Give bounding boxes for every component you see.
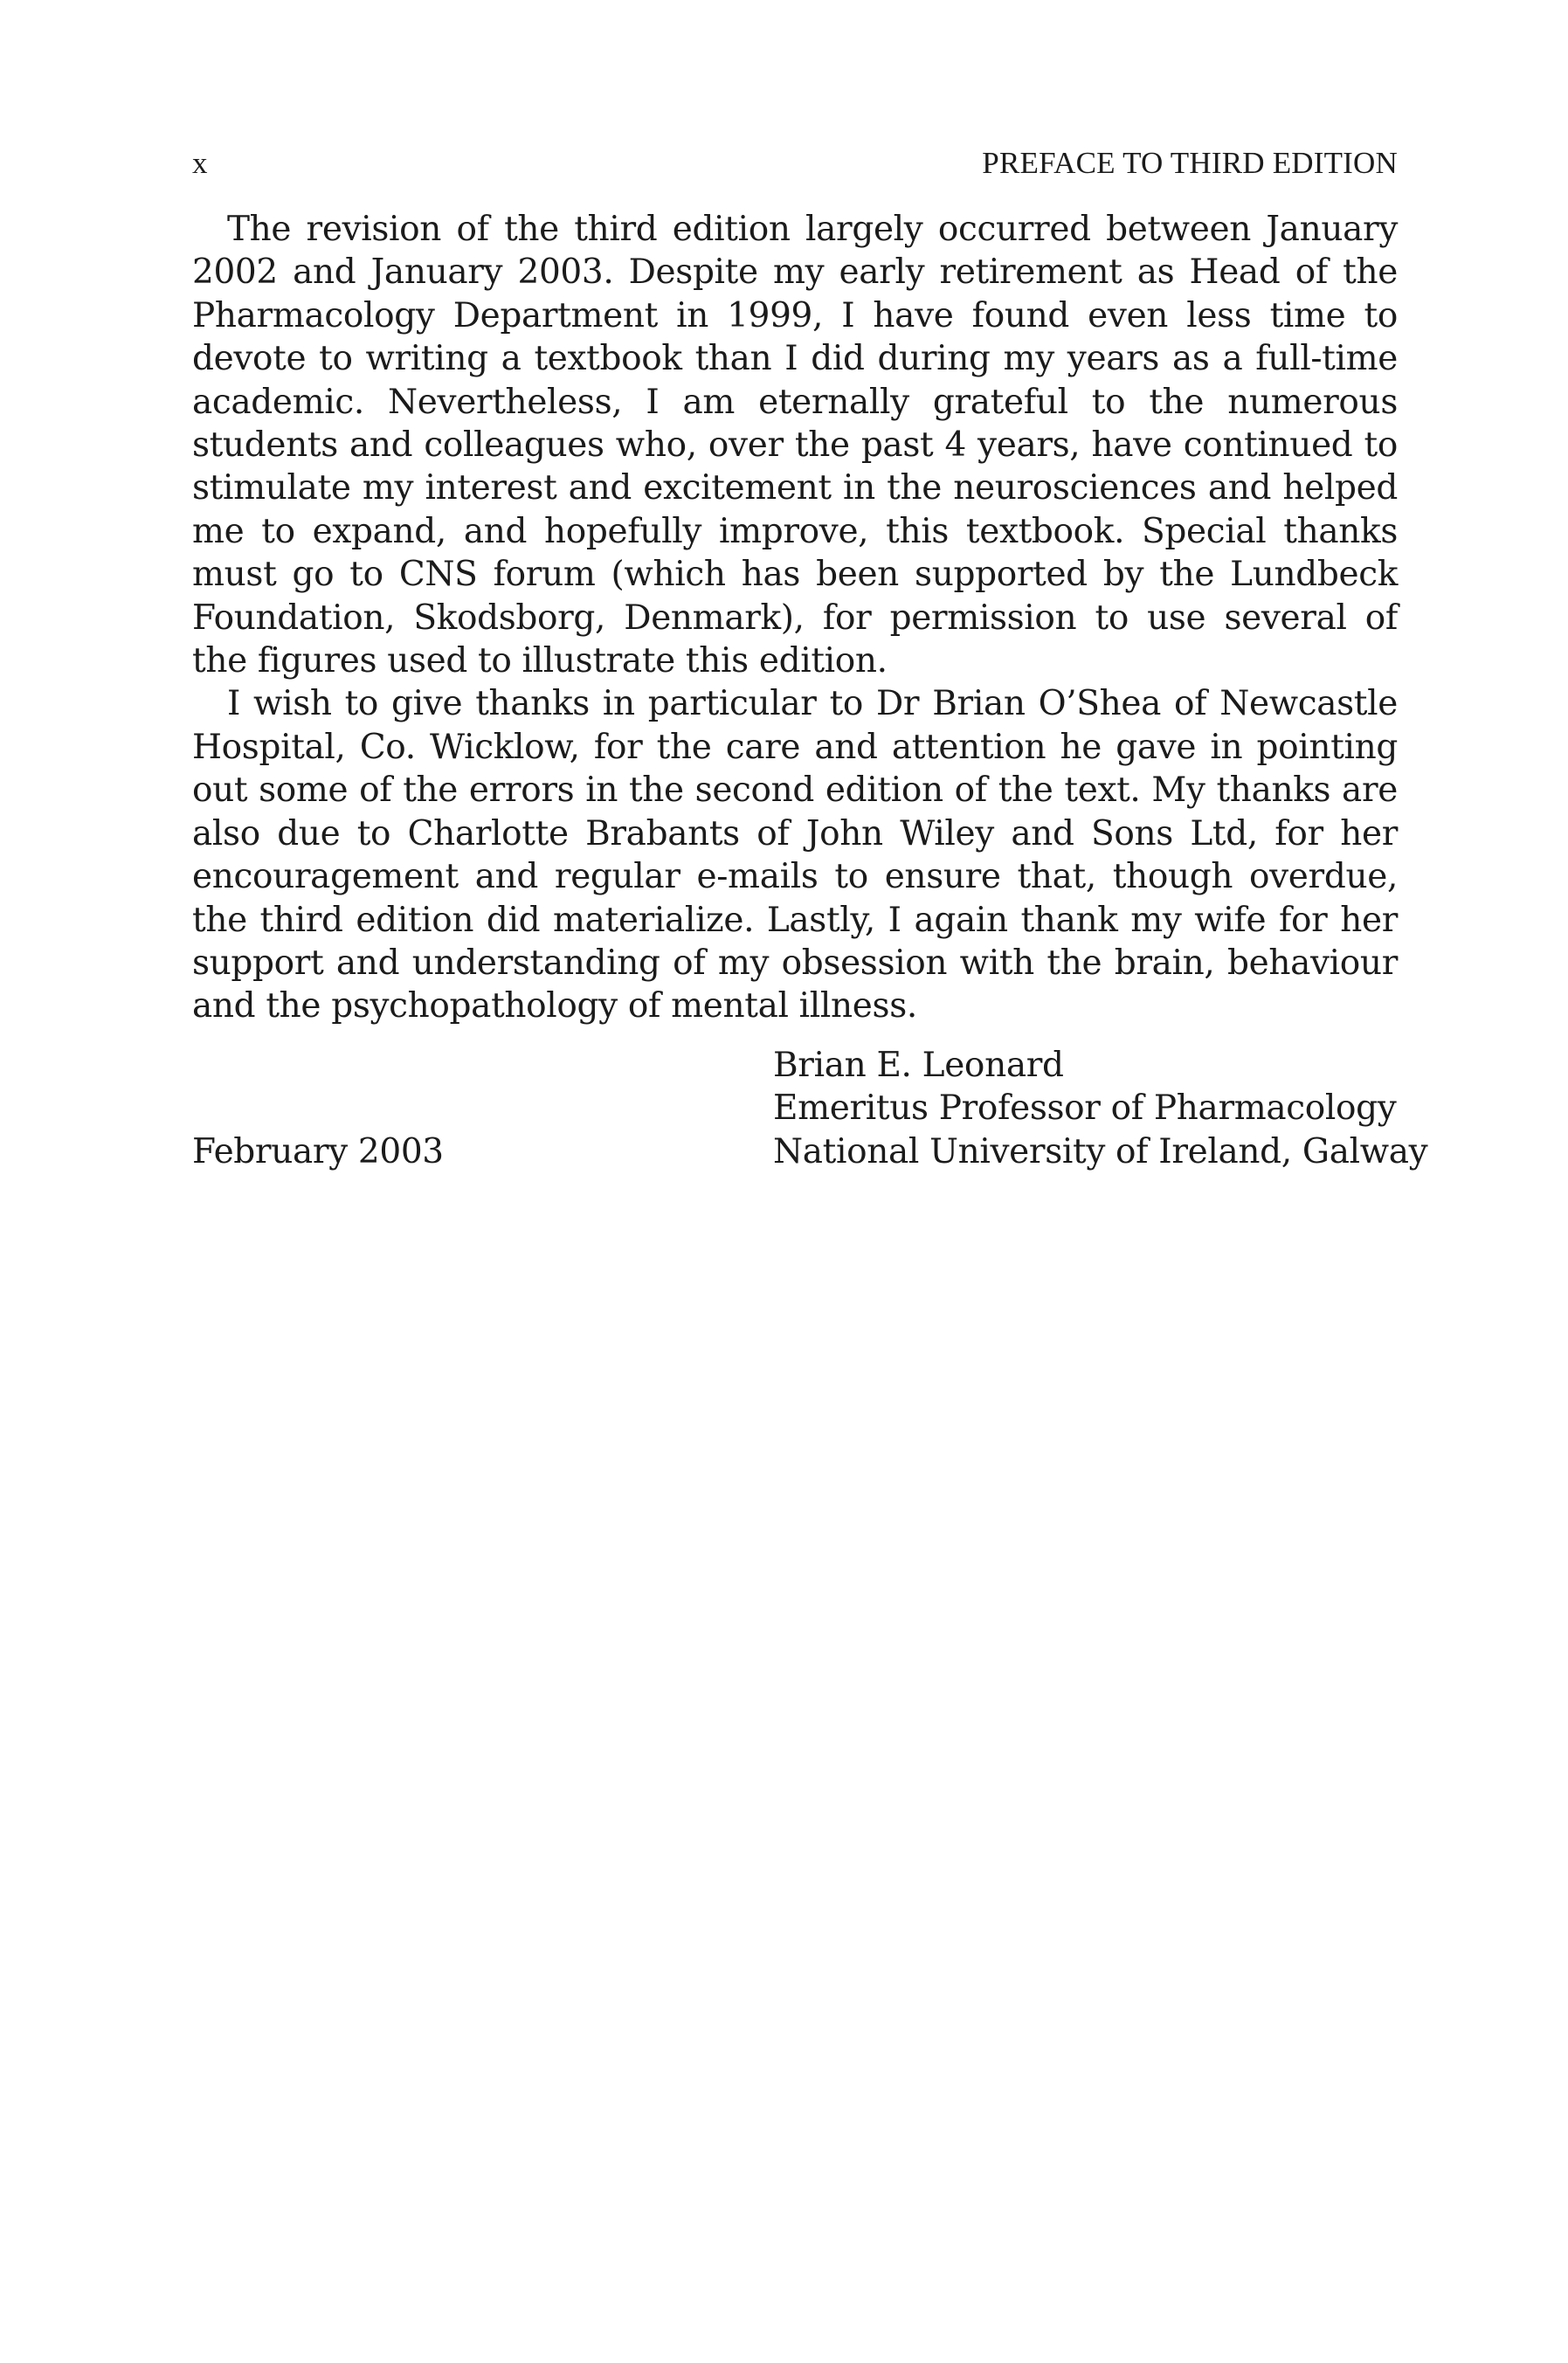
- author-affiliation: National University of Ireland, Galway: [773, 1131, 1428, 1171]
- author-block: [773, 1044, 1428, 1173]
- signature-date: February 2003: [192, 1131, 444, 1171]
- page-number: x: [192, 146, 208, 180]
- author-name: Brian E. Leonard: [773, 1046, 1064, 1085]
- running-head: [192, 142, 1398, 185]
- paragraph-revision: The revision of the third edition largely occurred between January 2002 and January 2003. Despite my early retirement as Head of the Pharmacology Department in 1999, I have found even less time to devote to writing a textbook than I did during my years as a full-time academic. Nevertheless, I am eternally grateful to the numerous students and colleagues who, over the past 4 years, have continued to stimulate my interest and excitement in the neurosciences and helped me to expand, and hopefully improve, this textbook. Special thanks must go to CNS forum (which has been supported by the Lundbeck Foundation, Skodsborg, Denmark), for permission to use several of the figures used to illustrate this edition.: [192, 210, 1398, 681]
- paragraph-acknowledgements: I wish to give thanks in particular to Dr Brian O’Shea of Newcastle Hospital, Co. Wicklow, for the care and attention he gave in pointing out some of the errors in the second edition of the text. My thanks are also due to Charlotte Brabants of John Wiley and Sons Ltd, for her encouragement and regular e-mails to ensure that, though overdue, the third edition did materialize. Lastly, I again thank my wife for her support and understanding of my obsession with the brain, behaviour and the psychopathology of mental illness.: [192, 684, 1398, 1026]
- preface-body: [192, 208, 1398, 1028]
- author-title: Emeritus Professor of Pharmacology: [773, 1088, 1397, 1129]
- section-title: PREFACE TO THIRD EDITION: [982, 146, 1398, 180]
- signature-block: [192, 1044, 1428, 1184]
